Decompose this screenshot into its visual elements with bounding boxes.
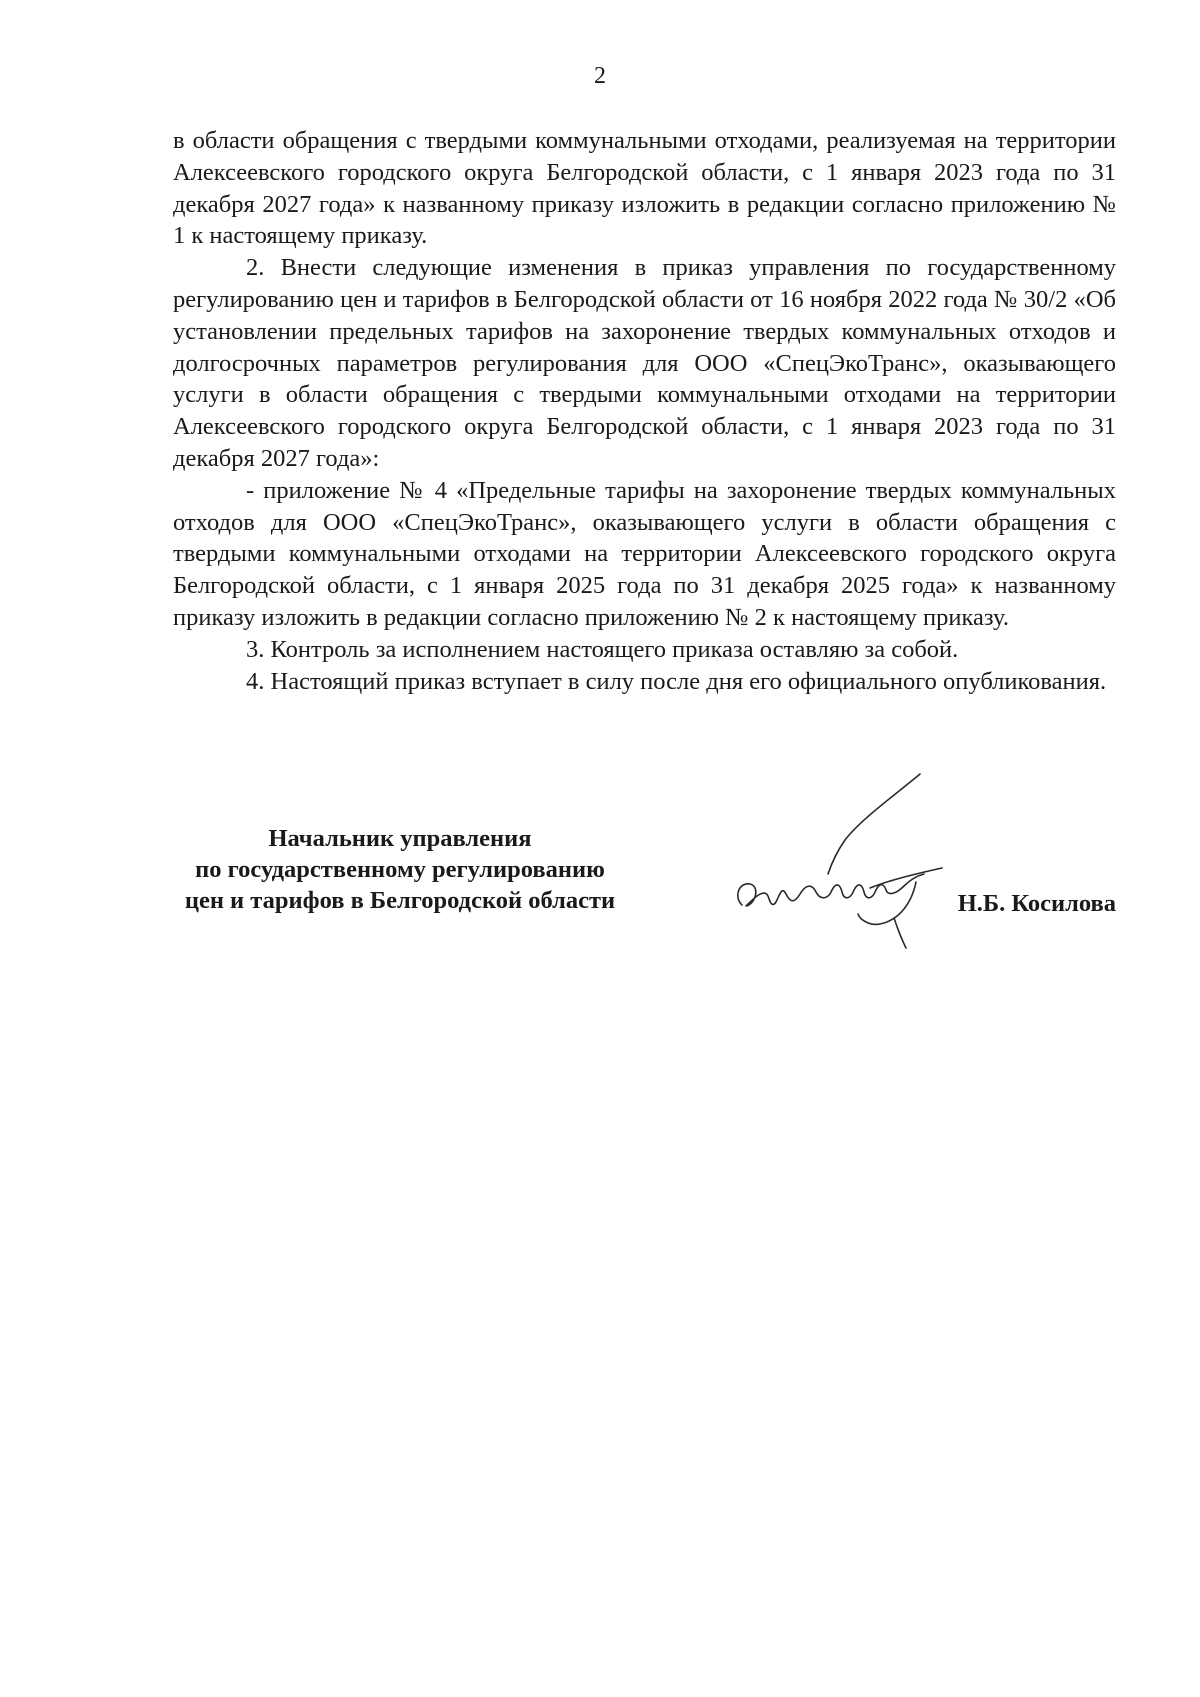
page-number: 2 <box>594 63 606 89</box>
paragraph-item-2-subitem: - приложение № 4 «Предельные тарифы на захоронение твердых коммунальных отходов для ООО «СпецЭкоТранс», оказывающего услуги в области обращения с твердыми коммунальными отходами на территории Алексеевского городского округа Белгородской области, с 1 января 2025 года по 31 декабря 2025 года» к названному приказу изложить в редакции согласно приложению № 2 к настоящему приказу. <box>173 476 1116 631</box>
handwritten-signature-icon <box>720 770 1030 950</box>
paragraph-item-2: 2. Внести следующие изменения в приказ управления по государственному регулированию цен и тарифов в Белгородской области от 16 ноября 2022 года № 30/2 «Об установлении предельных тарифов на захоронение твердых коммунальных отходов и долгосрочных параметров регулирования для ООО «СпецЭкоТранс», оказывающего услуги в области обращения с твердыми коммунальными отходами на территории Алексеевского городского округа Белгородской области, с 1 января 2023 года по 31 декабря 2027 года»: <box>173 254 1116 472</box>
position-line-3: цен и тарифов в Белгородской области <box>184 887 616 914</box>
paragraph-continuation: в области обращения с твердыми коммунальными отходами, реализуемая на территории Алексеевского городского округа Белгородской области, с 1 января 2023 года по 31 декабря 2027 года» к названному приказу изложить в редакции согласно приложению № 1 к настоящему приказу. <box>173 127 1116 250</box>
position-line-2: по государственному регулированию <box>195 856 605 883</box>
paragraph-item-4: 4. Настоящий приказ вступает в силу после дня его официального опубликования. <box>246 667 1107 695</box>
signatory-position <box>160 823 640 916</box>
document-body <box>173 125 1116 697</box>
paragraph-item-3: 3. Контроль за исполнением настоящего приказа оставляю за собой. <box>246 635 959 663</box>
signer-name: Н.Б. Косилова <box>957 890 1116 917</box>
position-line-1: Начальник управления <box>268 825 532 852</box>
